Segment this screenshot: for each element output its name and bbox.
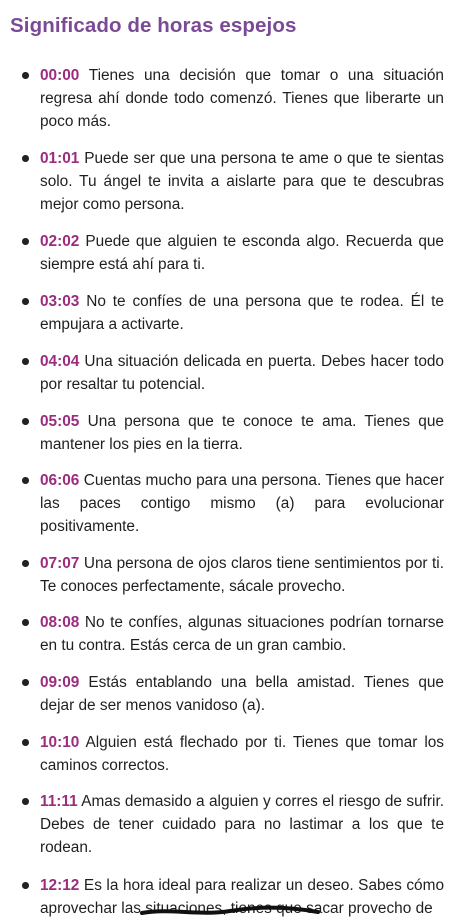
hour-label: 03:03 (40, 293, 80, 310)
bullet-icon (22, 477, 29, 484)
list-item (40, 290, 444, 336)
list-item (40, 790, 444, 859)
page-title: Significado de horas espejos (10, 14, 297, 37)
hour-label: 06:06 (40, 472, 80, 489)
list-item (40, 350, 444, 396)
pen-scribble-mark (140, 904, 320, 918)
hour-meaning: Una situación delicada en puerta. Debes hacer todo por resaltar tu potencial. (40, 353, 444, 393)
bullet-icon (22, 358, 29, 365)
hour-label: 01:01 (40, 150, 80, 167)
hour-meaning: Puede que alguien te esconda algo. Recuerda que siempre está ahí para ti. (40, 233, 444, 273)
hour-meaning: Cuentas mucho para una persona. Tienes que hacer las paces contigo mismo (a) para evolucionar positivamente. (40, 472, 444, 535)
list-item (40, 230, 444, 276)
hour-meaning: Amas demasido a alguien y corres el riesgo de sufrir. Debes de tener cuidado para no lastimar a los que te rodean. (40, 793, 444, 856)
bullet-icon (22, 238, 29, 245)
hour-label: 11:11 (40, 793, 78, 810)
bullet-icon (22, 298, 29, 305)
hour-label: 09:09 (40, 674, 80, 691)
hour-label: 05:05 (40, 413, 80, 430)
bullet-icon (22, 155, 29, 162)
bullet-icon (22, 798, 29, 805)
list-item (40, 731, 444, 777)
hour-meaning: Alguien está flechado por ti. Tienes que tomar los caminos correctos. (40, 734, 444, 774)
bullet-icon (22, 72, 29, 79)
hour-meaning: Puede ser que una persona te ame o que te sientas solo. Tu ángel te invita a aislarte para que te descubras mejor como persona. (40, 150, 444, 213)
list-item (40, 611, 444, 657)
bullet-icon (22, 418, 29, 425)
bullet-icon (22, 882, 29, 889)
list-item (40, 552, 444, 598)
hour-meaning: Tienes una decisión que tomar o una situación regresa ahí donde todo comenzó. Tienes que liberarte un poco más. (40, 67, 444, 130)
hour-meaning: No te confíes, algunas situaciones podrían tornarse en tu contra. Estás cerca de un gran cambio. (40, 614, 444, 654)
bullet-icon (22, 679, 29, 686)
hour-meaning: Estás entablando una bella amistad. Tienes que dejar de ser menos vanidoso (a). (40, 674, 444, 714)
hour-label: 04:04 (40, 353, 80, 370)
list-item (40, 410, 444, 456)
bullet-icon (22, 619, 29, 626)
hour-meaning: No te confíes de una persona que te rodea. Él te empujara a activarte. (40, 293, 444, 333)
hour-label: 07:07 (40, 555, 80, 572)
list-item (40, 469, 444, 538)
hour-meaning: Es la hora ideal para realizar un deseo. Sabes cómo aprovechar las situaciones, tienes que sacar provecho de (40, 877, 444, 917)
hour-meaning: Una persona que te conoce te ama. Tienes que mantener los pies en la tierra. (40, 413, 444, 453)
list-item (40, 147, 444, 216)
hour-label: 12:12 (40, 877, 80, 894)
hour-label: 08:08 (40, 614, 80, 631)
list-item (40, 671, 444, 717)
hour-label: 00:00 (40, 67, 80, 84)
bullet-icon (22, 739, 29, 746)
hour-label: 02:02 (40, 233, 80, 250)
list-item (40, 64, 444, 133)
bullet-icon (22, 560, 29, 567)
hour-label: 10:10 (40, 734, 80, 751)
hour-meaning: Una persona de ojos claros tiene sentimientos por ti. Te conoces perfectamente, sácale provecho. (40, 555, 444, 595)
